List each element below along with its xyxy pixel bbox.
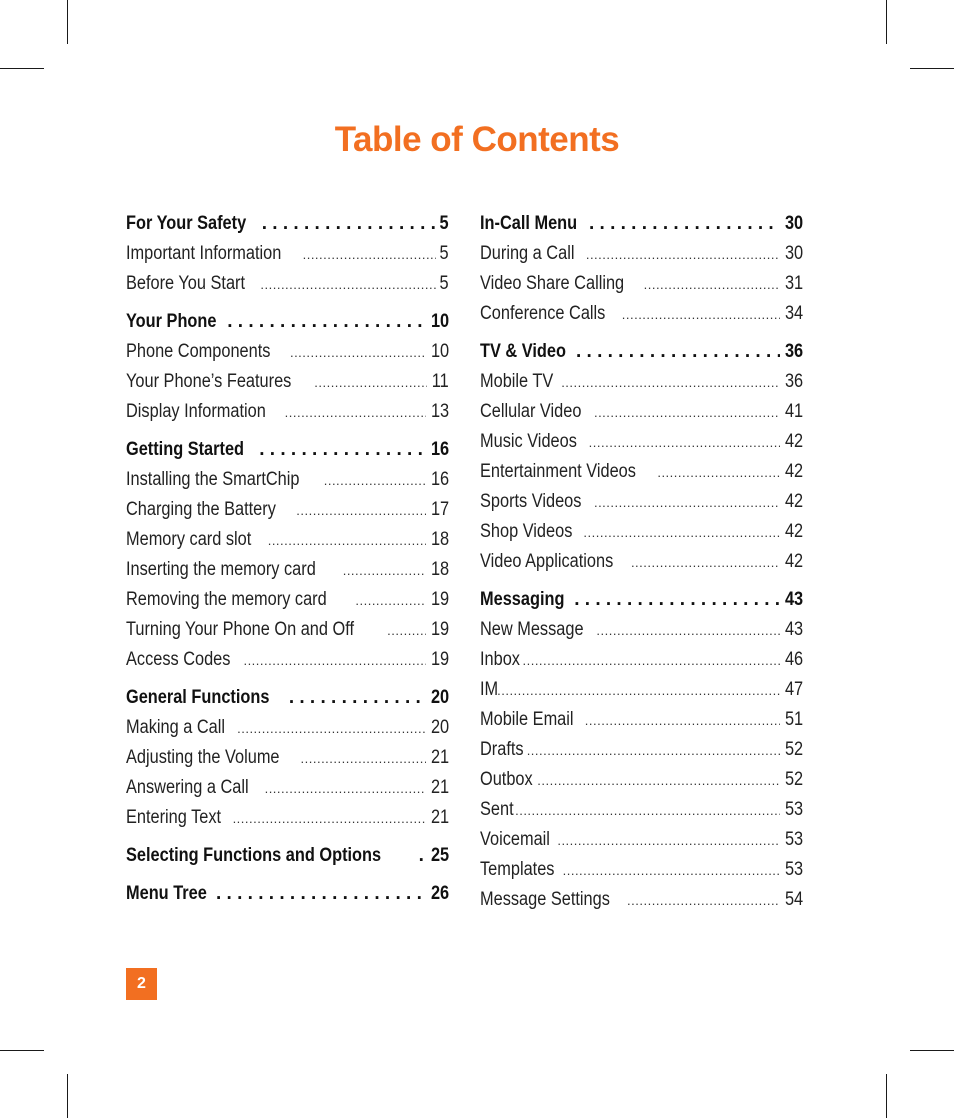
dot-leader xyxy=(563,856,780,886)
toc-entry-page: 41 xyxy=(784,401,803,422)
toc-entry[interactable] xyxy=(126,585,449,615)
dot-leader xyxy=(594,398,780,428)
dot-leader xyxy=(589,209,780,239)
toc-entry-label: Sent xyxy=(480,799,514,820)
dot-leader xyxy=(285,398,426,428)
dot-leader xyxy=(644,270,780,300)
toc-entry[interactable] xyxy=(480,825,803,855)
crop-mark xyxy=(0,1050,44,1051)
crop-mark xyxy=(0,68,44,69)
dot-leader xyxy=(216,879,426,909)
toc-entry[interactable] xyxy=(480,795,803,825)
toc-section-entry[interactable] xyxy=(126,683,449,713)
toc-entry-label: Outbox xyxy=(480,769,533,790)
dot-leader xyxy=(289,683,426,713)
dot-leader xyxy=(265,774,426,804)
dot-leader xyxy=(296,496,426,526)
toc-entry-page: 46 xyxy=(784,649,803,670)
dot-leader xyxy=(557,826,780,856)
toc-section-entry[interactable] xyxy=(480,337,803,367)
toc-entry-page: 19 xyxy=(430,619,449,640)
toc-entry-label: Your Phone xyxy=(126,311,217,332)
toc-entry[interactable] xyxy=(480,299,803,329)
dot-leader xyxy=(583,518,779,548)
toc-section-entry[interactable] xyxy=(126,307,449,337)
toc-entry-page: 43 xyxy=(784,619,803,640)
toc-entry-label: Conference Calls xyxy=(480,303,606,324)
dot-leader xyxy=(522,646,779,676)
toc-entry-label: Inserting the memory card xyxy=(126,559,316,580)
toc-entry[interactable] xyxy=(126,525,449,555)
toc-entry-label: Mobile TV xyxy=(480,371,554,392)
dot-leader xyxy=(355,586,425,616)
dot-leader xyxy=(576,337,780,367)
toc-entry-page: 30 xyxy=(784,243,803,264)
toc-entry-label: General Functions xyxy=(126,687,270,708)
toc-entry-page: 31 xyxy=(784,273,803,294)
dot-leader xyxy=(561,368,780,398)
toc-entry-label: Answering a Call xyxy=(126,777,249,798)
toc-entry[interactable] xyxy=(126,743,449,773)
dot-leader xyxy=(497,676,780,706)
dot-leader xyxy=(314,368,427,398)
toc-entry-page: 42 xyxy=(784,551,803,572)
toc-entry[interactable] xyxy=(126,495,449,525)
toc-entry-page: 5 xyxy=(439,243,449,264)
toc-entry-page: 52 xyxy=(784,769,803,790)
toc-entry[interactable] xyxy=(126,773,449,803)
toc-entry-label: Turning Your Phone On and Off xyxy=(126,619,355,640)
dot-leader xyxy=(631,548,780,578)
toc-entry[interactable] xyxy=(126,713,449,743)
toc-entry[interactable] xyxy=(480,397,803,427)
toc-entry[interactable] xyxy=(126,555,449,585)
toc-entry-page: 21 xyxy=(430,807,449,828)
toc-entry-page: 5 xyxy=(439,273,449,294)
toc-entry-page: 20 xyxy=(430,687,449,708)
toc-entry-label: Messaging xyxy=(480,589,565,610)
dot-leader xyxy=(227,307,426,337)
toc-entry-label: Access Codes xyxy=(126,649,231,670)
dot-leader xyxy=(268,526,426,556)
toc-entry-page: 36 xyxy=(784,371,803,392)
toc-entry-page: 36 xyxy=(784,341,803,362)
dot-leader xyxy=(657,458,780,488)
page-number-badge: 2 xyxy=(126,968,157,1000)
toc-entry[interactable] xyxy=(480,269,803,299)
dot-leader xyxy=(324,466,426,496)
dot-leader xyxy=(515,796,780,826)
toc-section-entry[interactable] xyxy=(126,879,449,909)
toc-entry-label: Display Information xyxy=(126,401,266,422)
dot-leader xyxy=(622,300,780,330)
toc-entry-page: 18 xyxy=(430,559,449,580)
toc-entry-label: Menu Tree xyxy=(126,883,207,904)
toc-entry-label: Charging the Battery xyxy=(126,499,276,520)
toc-section-entry[interactable] xyxy=(126,435,449,465)
toc-entry[interactable] xyxy=(480,615,803,645)
toc-entry-page: 10 xyxy=(430,341,449,362)
toc-entry[interactable] xyxy=(480,239,803,269)
toc-entry-label: Sports Videos xyxy=(480,491,582,512)
toc-entry[interactable] xyxy=(480,517,803,547)
toc-right-column xyxy=(480,209,803,915)
toc-entry-page: 19 xyxy=(430,649,449,670)
toc-entry[interactable] xyxy=(480,547,803,577)
toc-entry-label: IM xyxy=(480,679,499,700)
toc-entry-label: Phone Components xyxy=(126,341,271,362)
toc-entry-page: 20 xyxy=(430,717,449,738)
toc-entry-page: 5 xyxy=(439,213,449,234)
toc-entry-label: Music Videos xyxy=(480,431,577,452)
dot-leader xyxy=(259,435,426,465)
toc-entry-page: 42 xyxy=(784,431,803,452)
toc-entry-page: 47 xyxy=(784,679,803,700)
toc-entry-label: Video Applications xyxy=(480,551,614,572)
dot-leader xyxy=(243,646,425,676)
toc-entry-label: Selecting Functions and Options xyxy=(126,845,382,866)
page-title: Table of Contents xyxy=(334,120,620,159)
dot-leader xyxy=(596,616,779,646)
dot-leader xyxy=(290,338,426,368)
dot-leader xyxy=(419,841,426,871)
dot-leader xyxy=(586,240,780,270)
toc-entry[interactable] xyxy=(126,239,449,269)
toc-entry-page: 16 xyxy=(430,469,449,490)
toc-entry-page: 19 xyxy=(430,589,449,610)
crop-mark xyxy=(886,0,887,44)
toc-section-entry[interactable] xyxy=(126,841,449,871)
toc-entry[interactable] xyxy=(480,675,803,705)
toc-entry-label: Templates xyxy=(480,859,555,880)
dot-leader xyxy=(594,488,780,518)
toc-entry-page: 43 xyxy=(784,589,803,610)
toc-entry[interactable] xyxy=(480,427,803,457)
toc-entry-page: 51 xyxy=(784,709,803,730)
toc-entry[interactable] xyxy=(480,705,803,735)
dot-leader xyxy=(527,736,780,766)
dot-leader xyxy=(574,585,780,615)
dot-leader xyxy=(303,240,437,270)
toc-entry-page: 13 xyxy=(430,401,449,422)
dot-leader xyxy=(585,706,780,736)
toc-entry[interactable] xyxy=(480,367,803,397)
toc-entry-page: 17 xyxy=(430,499,449,520)
toc-entry[interactable] xyxy=(480,885,803,915)
toc-entry[interactable] xyxy=(126,269,449,299)
toc-entry-page: 53 xyxy=(784,829,803,850)
toc-entry-label: Entertainment Videos xyxy=(480,461,636,482)
crop-mark xyxy=(910,1050,954,1051)
toc-entry-page: 53 xyxy=(784,799,803,820)
crop-mark xyxy=(910,68,954,69)
toc-section-entry[interactable] xyxy=(126,209,449,239)
toc-entry-label: Making a Call xyxy=(126,717,225,738)
toc-entry-page: 26 xyxy=(430,883,449,904)
dot-leader xyxy=(301,744,426,774)
toc-entry[interactable] xyxy=(126,397,449,427)
dot-leader xyxy=(262,209,437,239)
dot-leader xyxy=(237,714,426,744)
toc-entry-page: 52 xyxy=(784,739,803,760)
toc-entry-label: For Your Safety xyxy=(126,213,247,234)
toc-entry-label: Video Share Calling xyxy=(480,273,625,294)
toc-entry-page: 16 xyxy=(430,439,449,460)
toc-entry-label: Drafts xyxy=(480,739,524,760)
toc-entry-page: 21 xyxy=(430,747,449,768)
toc-entry-page: 42 xyxy=(784,521,803,542)
toc-entry[interactable] xyxy=(480,735,803,765)
toc-entry-page: 54 xyxy=(784,889,803,910)
toc-entry-page: 42 xyxy=(784,491,803,512)
toc-entry-label: Before You Start xyxy=(126,273,246,294)
toc-entry-label: Important Information xyxy=(126,243,282,264)
toc-entry[interactable] xyxy=(126,803,449,833)
toc-entry-page: 10 xyxy=(430,311,449,332)
toc-entry-label: Memory card slot xyxy=(126,529,252,550)
toc-left-column xyxy=(126,209,449,909)
toc-entry[interactable] xyxy=(126,615,449,645)
toc-section-entry[interactable] xyxy=(480,209,803,239)
dot-leader xyxy=(589,428,780,458)
toc-entry-label: Mobile Email xyxy=(480,709,574,730)
toc-entry[interactable] xyxy=(126,465,449,495)
toc-entry-page: 53 xyxy=(784,859,803,880)
toc-entry-label: Inbox xyxy=(480,649,520,670)
toc-entry-label: During a Call xyxy=(480,243,575,264)
toc-entry-page: 42 xyxy=(784,461,803,482)
toc-entry-label: Voicemail xyxy=(480,829,550,850)
toc-entry-label: Installing the SmartChip xyxy=(126,469,300,490)
toc-entry[interactable] xyxy=(480,487,803,517)
toc-entry[interactable] xyxy=(480,645,803,675)
toc-entry-page: 11 xyxy=(432,371,449,392)
dot-leader xyxy=(233,804,426,834)
toc-entry[interactable] xyxy=(126,337,449,367)
toc-entry-page: 25 xyxy=(430,845,449,866)
toc-entry-label: Your Phone’s Features xyxy=(126,371,292,392)
toc-entry-label: TV & Video xyxy=(480,341,566,362)
toc-entry-page: 30 xyxy=(784,213,803,234)
toc-entry-label: Message Settings xyxy=(480,889,610,910)
crop-mark xyxy=(67,0,68,44)
toc-entry-label: Getting Started xyxy=(126,439,245,460)
toc-entry[interactable] xyxy=(126,367,449,397)
toc-section-entry[interactable] xyxy=(480,585,803,615)
toc-entry-label: In-Call Menu xyxy=(480,213,578,234)
crop-mark xyxy=(886,1074,887,1118)
toc-entry-page: 34 xyxy=(784,303,803,324)
dot-leader xyxy=(260,270,436,300)
toc-entry-label: Removing the memory card xyxy=(126,589,327,610)
toc-entry-label: Adjusting the Volume xyxy=(126,747,280,768)
toc-entry[interactable] xyxy=(480,855,803,885)
toc-entry[interactable] xyxy=(126,645,449,675)
dot-leader xyxy=(387,616,426,646)
dot-leader xyxy=(343,556,426,586)
toc-entry[interactable] xyxy=(480,765,803,795)
crop-mark xyxy=(67,1074,68,1118)
dot-leader xyxy=(627,886,780,916)
toc-entry-label: New Message xyxy=(480,619,584,640)
dot-leader xyxy=(537,766,780,796)
toc-entry-label: Cellular Video xyxy=(480,401,582,422)
toc-entry-page: 21 xyxy=(430,777,449,798)
toc-entry-label: Shop Videos xyxy=(480,521,573,542)
toc-entry-page: 18 xyxy=(430,529,449,550)
toc-entry-label: Entering Text xyxy=(126,807,222,828)
toc-entry[interactable] xyxy=(480,457,803,487)
